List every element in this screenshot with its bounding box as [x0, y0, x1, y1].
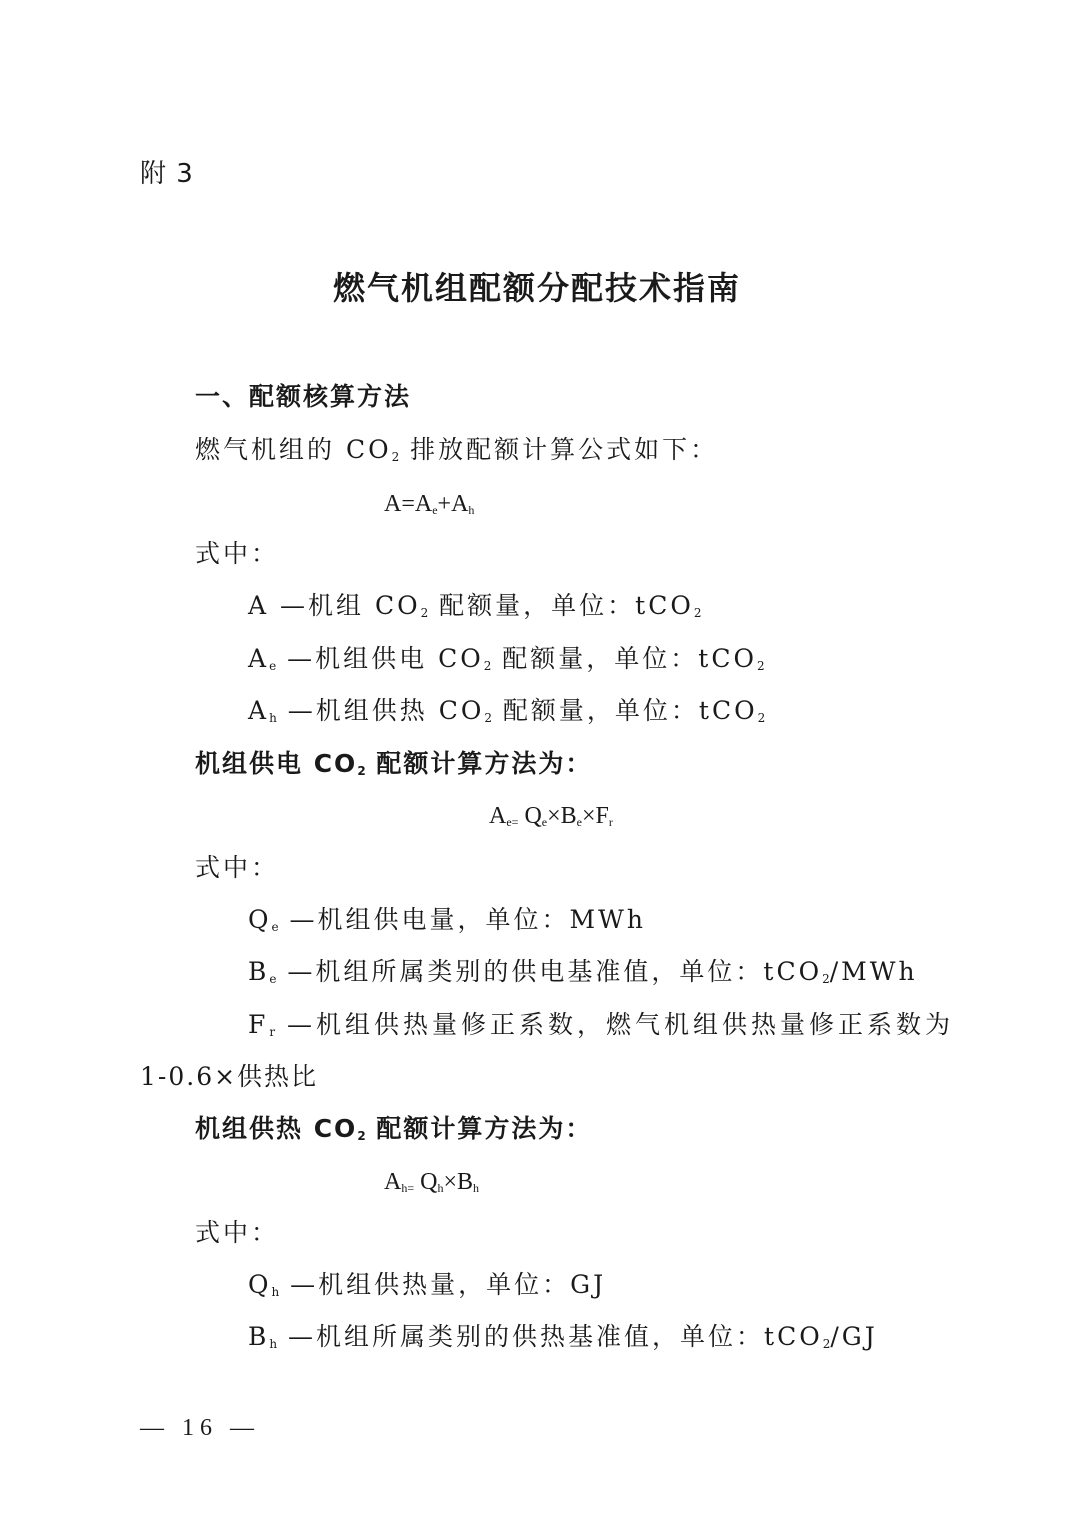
formula-part: +A — [437, 491, 469, 517]
unit-end: /GJ — [830, 1322, 878, 1351]
definition-tail: 配额量，单位：tCO — [491, 696, 758, 725]
unit-sub: 2 — [822, 1337, 831, 1351]
definition-line — [248, 1009, 954, 1048]
intro-sub: 2 — [391, 450, 400, 464]
heat-heading — [195, 1113, 592, 1152]
formula-sub: r — [608, 815, 613, 829]
symbol: A — [248, 591, 270, 620]
definition-text: —机组所属类别的供热基准值，单位：tCO — [277, 1322, 823, 1351]
formula-part: ×B — [443, 1169, 474, 1195]
formula-sub: h — [437, 1181, 444, 1195]
symbol: Q — [248, 905, 272, 934]
formula-part: Q — [414, 1169, 438, 1195]
co-sub: 2 — [484, 711, 492, 725]
formula-sub: e — [541, 815, 548, 829]
formula-part: ×B — [547, 803, 577, 829]
definition-tail: 配额量，单位：tCO — [428, 591, 694, 620]
where-label: 式中： — [195, 539, 280, 568]
formula-sub: e — [576, 815, 582, 829]
symbol: B — [248, 1322, 270, 1351]
definition-text: —机组所属类别的供电基准值，单位：tCO — [276, 957, 823, 986]
formula-main — [384, 488, 474, 526]
heading-after: 配额计算方法为： — [365, 749, 593, 778]
intro-after: 排放配额计算公式如下： — [399, 435, 719, 464]
formula-heat — [384, 1166, 479, 1204]
symbol: A — [248, 644, 270, 673]
formula-sub: h — [473, 1181, 480, 1195]
formula-part: A — [489, 803, 507, 829]
definition-line — [248, 1321, 878, 1360]
tail-sub: 2 — [756, 659, 765, 673]
symbol: B — [248, 957, 270, 986]
symbol: F — [248, 1010, 270, 1039]
formula-sub: h — [468, 503, 475, 517]
tail-sub: 2 — [693, 606, 702, 620]
symbol: A — [248, 696, 270, 725]
section-heading: 一、配额核算方法 — [195, 382, 412, 411]
definition-text: —机组供热量修正系数，燃气机组供热量修正系数为 — [275, 1010, 955, 1039]
heading-sub: 2 — [357, 764, 366, 778]
symbol-sub: h — [269, 711, 277, 725]
definition-text: —机组供电 CO — [276, 644, 484, 673]
heading-before: 机组供电 CO — [195, 749, 358, 778]
definition-text: —机组 CO — [269, 591, 421, 620]
document-title: 燃气机组配额分配技术指南 — [333, 269, 742, 307]
definition-line — [248, 904, 646, 943]
heading-after: 配额计算方法为： — [365, 1114, 593, 1143]
unit-sub: 2 — [822, 972, 830, 986]
co-sub: 2 — [420, 606, 429, 620]
definition-text: —机组供热 CO — [276, 696, 485, 725]
definition-line — [248, 695, 765, 734]
co-sub: 2 — [483, 659, 492, 673]
symbol-sub: e — [269, 659, 277, 673]
formula-part: ×F — [581, 803, 609, 829]
intro-before: 燃气机组的 CO — [195, 435, 392, 464]
annex-label: 附 3 — [140, 159, 194, 189]
page-number: — 16 — — [140, 1415, 260, 1441]
formula-part: A=A — [384, 491, 433, 517]
definition-continuation: 1-0.6×供热比 — [140, 1062, 319, 1091]
power-heading — [195, 748, 592, 787]
definition-text: —机组供热量，单位：GJ — [279, 1270, 607, 1299]
definition-line — [248, 956, 918, 995]
definition-line — [248, 1269, 606, 1308]
definition-text: —机组供电量，单位：MWh — [278, 905, 646, 934]
tail-sub: 2 — [757, 711, 766, 725]
formula-part: Q — [518, 803, 542, 829]
heading-sub: 2 — [357, 1129, 366, 1143]
formula-sub: h= — [401, 1181, 415, 1195]
symbol-sub: r — [269, 1025, 276, 1039]
symbol: Q — [248, 1270, 272, 1299]
formula-sub: e= — [506, 815, 519, 829]
definition-tail: 配额量，单位：tCO — [491, 644, 757, 673]
symbol-sub: h — [271, 1285, 280, 1299]
unit-end: /MWh — [829, 957, 918, 986]
formula-power — [489, 800, 613, 838]
symbol-sub: e — [269, 972, 277, 986]
symbol-sub: e — [271, 920, 279, 934]
where-label: 式中： — [195, 853, 280, 882]
formula-sub: e — [432, 503, 438, 517]
definition-line — [248, 643, 765, 682]
intro-text — [195, 434, 718, 473]
definition-line — [248, 590, 702, 629]
formula-part: A — [384, 1169, 402, 1195]
where-label: 式中： — [195, 1218, 280, 1247]
symbol-sub: h — [269, 1337, 278, 1351]
heading-before: 机组供热 CO — [195, 1114, 358, 1143]
